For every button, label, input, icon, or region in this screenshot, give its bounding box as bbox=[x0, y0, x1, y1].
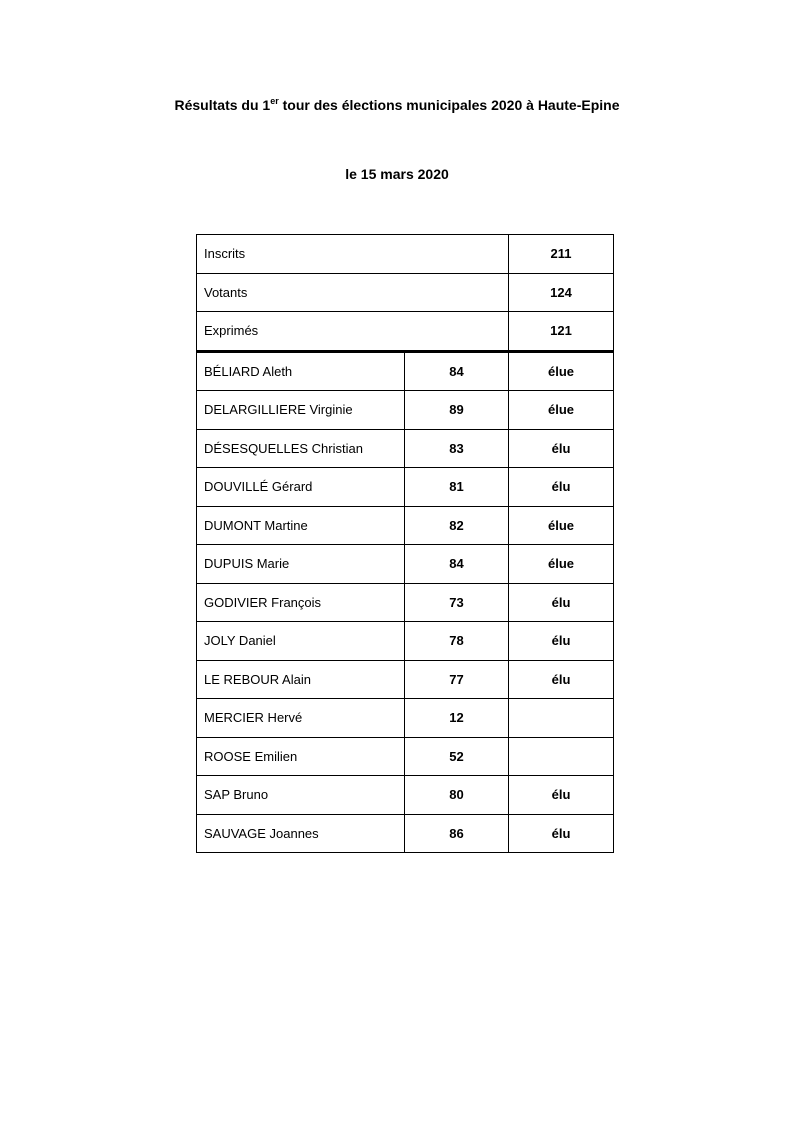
results-table bbox=[196, 234, 614, 853]
candidate-name: MERCIER Hervé bbox=[197, 699, 405, 738]
candidate-votes: 52 bbox=[405, 737, 509, 776]
candidate-status: élue bbox=[509, 391, 614, 430]
candidate-name: DELARGILLIERE Virginie bbox=[197, 391, 405, 430]
candidate-name: DOUVILLÉ Gérard bbox=[197, 468, 405, 507]
candidate-votes: 80 bbox=[405, 776, 509, 815]
candidate-name: GODIVIER François bbox=[197, 583, 405, 622]
candidate-row bbox=[197, 699, 614, 738]
candidate-votes: 86 bbox=[405, 814, 509, 853]
summary-row-votants bbox=[197, 273, 614, 312]
candidate-name: LE REBOUR Alain bbox=[197, 660, 405, 699]
candidate-name: BÉLIARD Aleth bbox=[197, 351, 405, 391]
candidate-row bbox=[197, 776, 614, 815]
candidate-row bbox=[197, 468, 614, 507]
summary-row-inscrits bbox=[197, 235, 614, 274]
candidate-status: élu bbox=[509, 814, 614, 853]
title-text-start: Résultats du 1 bbox=[174, 97, 271, 113]
candidate-status: élu bbox=[509, 583, 614, 622]
candidate-row bbox=[197, 737, 614, 776]
summary-label: Votants bbox=[197, 273, 509, 312]
candidate-name: DÉSESQUELLES Christian bbox=[197, 429, 405, 468]
title-superscript: er bbox=[270, 96, 279, 106]
candidate-votes: 84 bbox=[405, 351, 509, 391]
candidate-row bbox=[197, 391, 614, 430]
candidate-row bbox=[197, 814, 614, 853]
candidate-name: ROOSE Emilien bbox=[197, 737, 405, 776]
summary-label: Exprimés bbox=[197, 312, 509, 352]
candidate-row bbox=[197, 660, 614, 699]
candidate-votes: 82 bbox=[405, 506, 509, 545]
candidate-status: élu bbox=[509, 468, 614, 507]
candidate-votes: 89 bbox=[405, 391, 509, 430]
candidate-votes: 73 bbox=[405, 583, 509, 622]
candidate-row bbox=[197, 506, 614, 545]
summary-label: Inscrits bbox=[197, 235, 509, 274]
candidate-status: élu bbox=[509, 429, 614, 468]
candidate-row bbox=[197, 545, 614, 584]
summary-value: 211 bbox=[509, 235, 614, 274]
candidate-row bbox=[197, 622, 614, 661]
candidate-votes: 77 bbox=[405, 660, 509, 699]
candidate-votes: 81 bbox=[405, 468, 509, 507]
candidate-status: élu bbox=[509, 776, 614, 815]
candidate-name: DUPUIS Marie bbox=[197, 545, 405, 584]
candidate-status: élu bbox=[509, 622, 614, 661]
election-date: le 15 mars 2020 bbox=[345, 166, 449, 182]
candidate-name: SAP Bruno bbox=[197, 776, 405, 815]
title-text-end: tour des élections municipales 2020 à Haute-Epine bbox=[278, 97, 620, 113]
candidate-row bbox=[197, 429, 614, 468]
candidate-name: SAUVAGE Joannes bbox=[197, 814, 405, 853]
candidate-name: JOLY Daniel bbox=[197, 622, 405, 661]
candidate-status: élue bbox=[509, 545, 614, 584]
candidate-votes: 12 bbox=[405, 699, 509, 738]
candidate-status: élu bbox=[509, 660, 614, 699]
candidate-status bbox=[509, 699, 614, 738]
candidate-votes: 83 bbox=[405, 429, 509, 468]
candidate-status: élue bbox=[509, 506, 614, 545]
candidate-status bbox=[509, 737, 614, 776]
summary-row-exprimes bbox=[197, 312, 614, 352]
candidate-name: DUMONT Martine bbox=[197, 506, 405, 545]
summary-value: 124 bbox=[509, 273, 614, 312]
document-title bbox=[0, 95, 794, 115]
candidate-status: élue bbox=[509, 351, 614, 391]
candidate-row bbox=[197, 583, 614, 622]
candidate-votes: 78 bbox=[405, 622, 509, 661]
summary-value: 121 bbox=[509, 312, 614, 352]
candidate-row bbox=[197, 351, 614, 391]
candidate-votes: 84 bbox=[405, 545, 509, 584]
